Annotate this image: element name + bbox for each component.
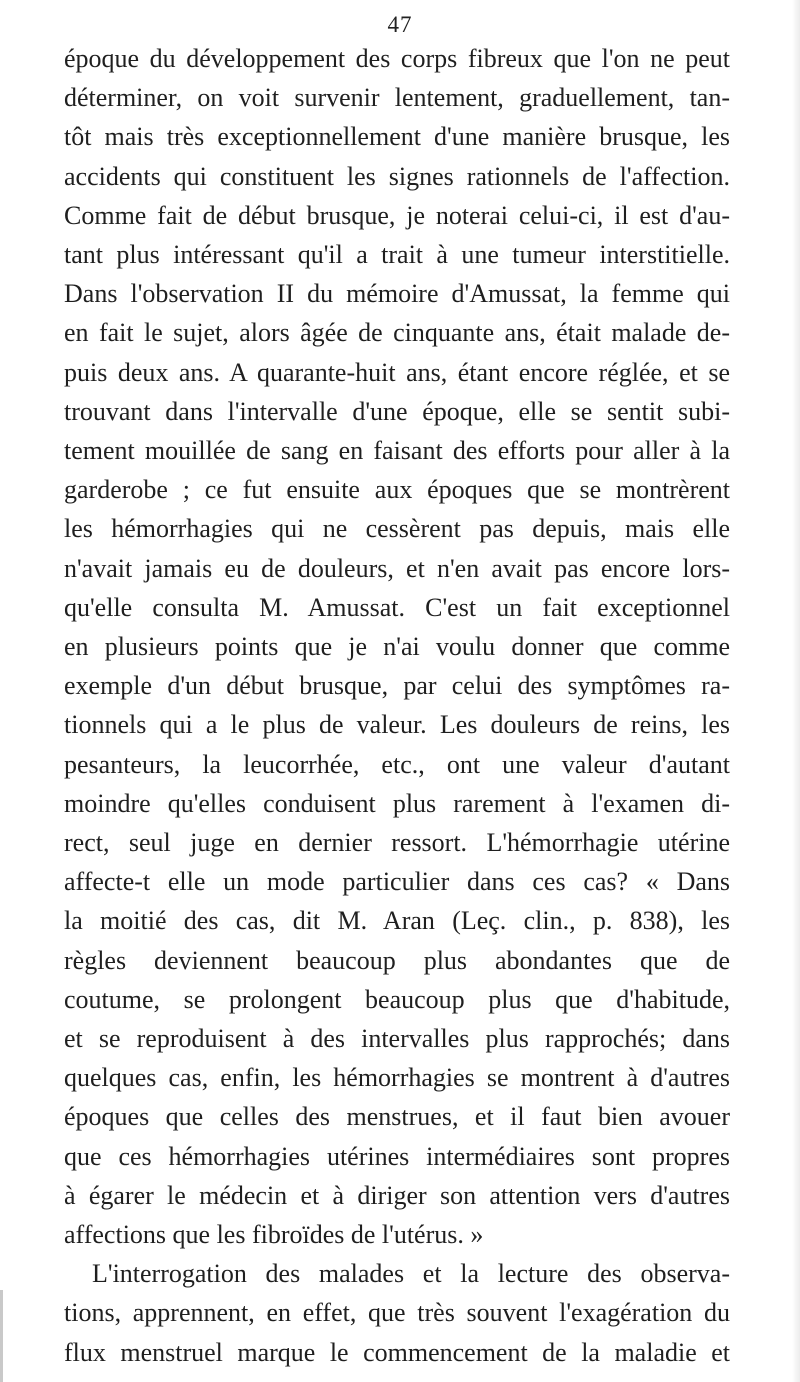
text-line: règles deviennent beaucoup plus abondantes que de bbox=[64, 946, 730, 975]
text-line: qu'elle consulta M. Amussat. C'est un fait exceptionnel bbox=[64, 593, 730, 622]
text-line: trouvant dans l'intervalle d'une époque, elle se sentit subi- bbox=[64, 397, 730, 426]
text-line: pesanteurs, la leucorrhée, etc., ont une valeur d'autant bbox=[64, 750, 730, 779]
text-line: tionnels qui a le plus de valeur. Les douleurs de reins, les bbox=[64, 710, 730, 739]
text-line: flux menstruel marque le commencement de la maladie et bbox=[64, 1338, 730, 1367]
text-line: époque du développement des corps fibreux que l'on ne peut bbox=[64, 44, 730, 73]
text-line: et se reproduisent à des intervalles plus rapprochés; dans bbox=[64, 1024, 730, 1053]
page-edge-mark bbox=[0, 1290, 3, 1382]
text-line: la moitié des cas, dit M. Aran (Leç. clin., p. 838), les bbox=[64, 906, 730, 935]
text-line: Comme fait de début brusque, je noterai celui-ci, il est d'au- bbox=[64, 201, 730, 230]
text-line: que ces hémorrhagies utérines intermédiaires sont propres bbox=[64, 1142, 730, 1171]
text-line: exemple d'un début brusque, par celui des symptômes ra- bbox=[64, 671, 730, 700]
text-line: tôt mais très exceptionnellement d'une manière brusque, les bbox=[64, 122, 730, 151]
text-line: tant plus intéressant qu'il a trait à une tumeur interstitielle. bbox=[64, 240, 730, 269]
text-line: n'avait jamais eu de douleurs, et n'en avait pas encore lors- bbox=[64, 554, 730, 583]
page-number: 47 bbox=[387, 12, 413, 37]
text-line: puis deux ans. A quarante-huit ans, étant encore réglée, et se bbox=[64, 358, 730, 387]
text-line: rect, seul juge en dernier ressort. L'hémorrhagie utérine bbox=[64, 828, 730, 857]
text-line: affecte-t elle un mode particulier dans ces cas? « Dans bbox=[64, 867, 730, 896]
text-line: les hémorrhagies qui ne cessèrent pas depuis, mais elle bbox=[64, 514, 730, 543]
text-line: moindre qu'elles conduisent plus rarement à l'examen di- bbox=[64, 789, 730, 818]
text-line: à égarer le médecin et à diriger son attention vers d'autres bbox=[64, 1181, 730, 1210]
text-line: tement mouillée de sang en faisant des efforts pour aller à la bbox=[64, 436, 730, 465]
text-line: quelques cas, enfin, les hémorrhagies se montrent à d'autres bbox=[64, 1063, 730, 1092]
page-edge-shadow bbox=[792, 0, 800, 1382]
text-line: en plusieurs points que je n'ai voulu donner que comme bbox=[64, 632, 730, 661]
text-line: coutume, se prolongent beaucoup plus que d'habitude, bbox=[64, 985, 730, 1014]
text-line: époques que celles des menstrues, et il faut bien avouer bbox=[64, 1102, 730, 1131]
text-line: accidents qui constituent les signes rationnels de l'affection. bbox=[64, 162, 730, 191]
text-line: tions, apprennent, en effet, que très souvent l'exagération du bbox=[64, 1298, 730, 1327]
text-line: garderobe ; ce fut ensuite aux époques que se montrèrent bbox=[64, 475, 730, 504]
text-line: déterminer, on voit survenir lentement, graduellement, tan- bbox=[64, 83, 730, 112]
text-line: affections que les fibroïdes de l'utérus. » bbox=[64, 1220, 484, 1249]
text-line: Dans l'observation II du mémoire d'Amussat, la femme qui bbox=[64, 279, 730, 308]
text-line: L'interrogation des malades et la lecture des observa- bbox=[92, 1259, 730, 1288]
text-line: en fait le sujet, alors âgée de cinquante ans, était malade de- bbox=[64, 318, 730, 347]
